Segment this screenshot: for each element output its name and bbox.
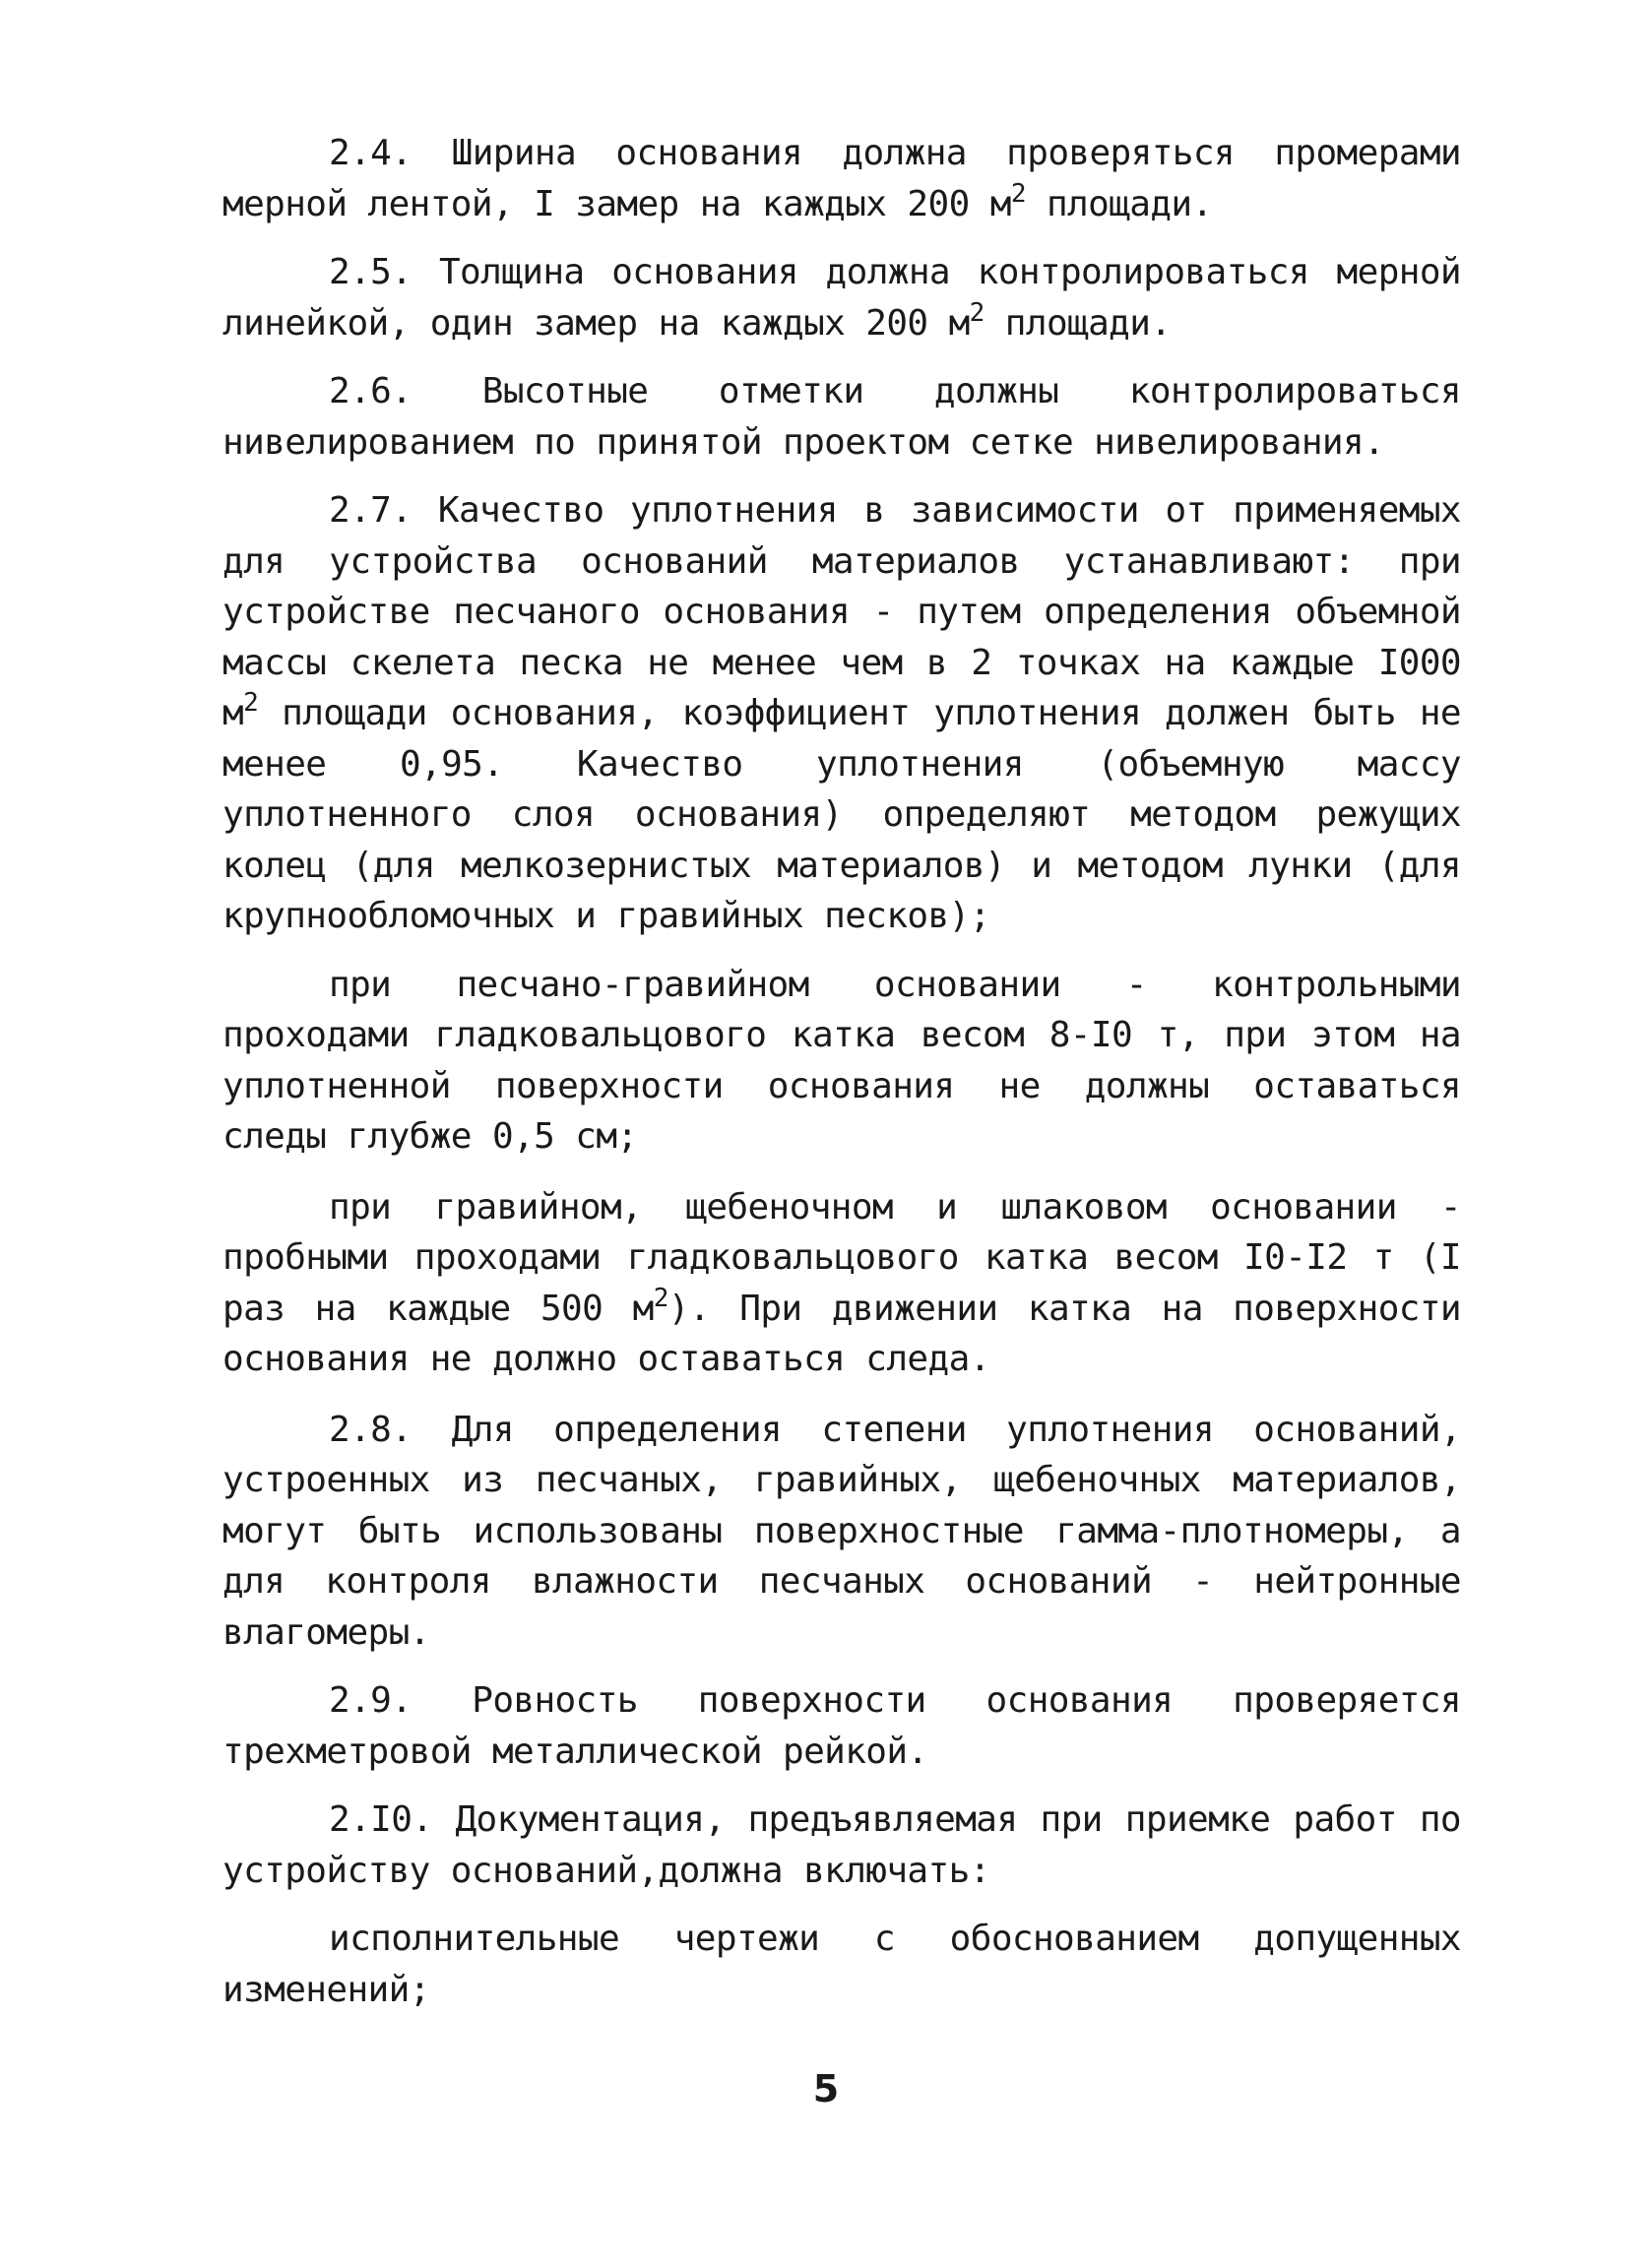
paragraph-text: площади. [1025,183,1213,224]
page-number: 5 [812,2067,840,2110]
paragraph-2-6: 2.6. Высотные отметки должны контролироваться нивелированием по принятой проектом сетке нивелирования. [222,371,1461,463]
paragraph-text: площади основания, коэффициент уплотнения должен быть не менее 0,95. Качество уплотнения (объемную массу уплотненного слоя основания) определяют методом режущих колец (для мелкозернистых материалов) и методом лунки (для крупнообломочных и гравийных песков); [222,693,1461,936]
paragraph-2-5 [222,247,1461,348]
document-body [222,128,1461,2033]
paragraph-text: 2.7. Качество уплотнения в зависимости от применяемых для устройства оснований материалов устанавливают: при устройстве песчаного основания - путем определения объемной массы скелета песка не менее чем в 2 точках на каждые I000 м [222,490,1461,733]
paragraph-executive-drawings: исполнительные чертежи с обоснованием допущенных изменений; [222,1919,1461,2010]
superscript-exponent: 2 [653,1283,668,1313]
paragraph-sand-gravel-base: при песчано-гравийном основании - контрольными проходами гладковальцового катка весом 8-I0 т, при этом на уплотненной поверхности основания не должны оставаться следы глубже 0,5 см; [222,964,1461,1157]
paragraph-crushed-stone-base [222,1182,1461,1385]
paragraph-2-10: 2.I0. Документация, предъявляемая при приемке работ по устройству оснований,должна включать: [222,1799,1461,1891]
paragraph-text: 2.4. Ширина основания должна проверяться промерами мерной лентой, I замер на каждых 200 м [222,133,1461,224]
paragraph-2-9: 2.9. Ровность поверхности основания проверяется трехметровой металлической рейкой. [222,1680,1461,1772]
paragraph-text: 2.5. Толщина основания должна контролироваться мерной линейкой, один замер на каждых 200 м [222,252,1461,344]
paragraph-2-4 [222,128,1461,229]
paragraph-text: площади. [984,302,1172,344]
superscript-exponent: 2 [969,297,985,328]
superscript-exponent: 2 [243,688,259,718]
paragraph-2-8: 2.8. Для определения степени уплотнения оснований, устроенных из песчаных, гравийных, щебеночных материалов, могут быть использованы поверхностные гамма-плотномеры, а для контроля влажности песчаных оснований - нейтронные влагомеры. [222,1409,1461,1653]
paragraph-text: при гравийном, щебеночном и шлаковом основании - пробными проходами гладковальцового катка весом I0-I2 т (I раз на каждые 500 м [222,1186,1461,1329]
paragraph-text: ). При движении катка на поверхности основания не должно оставаться следа. [222,1288,1461,1379]
superscript-exponent: 2 [1010,178,1026,209]
paragraph-2-7 [222,485,1461,942]
